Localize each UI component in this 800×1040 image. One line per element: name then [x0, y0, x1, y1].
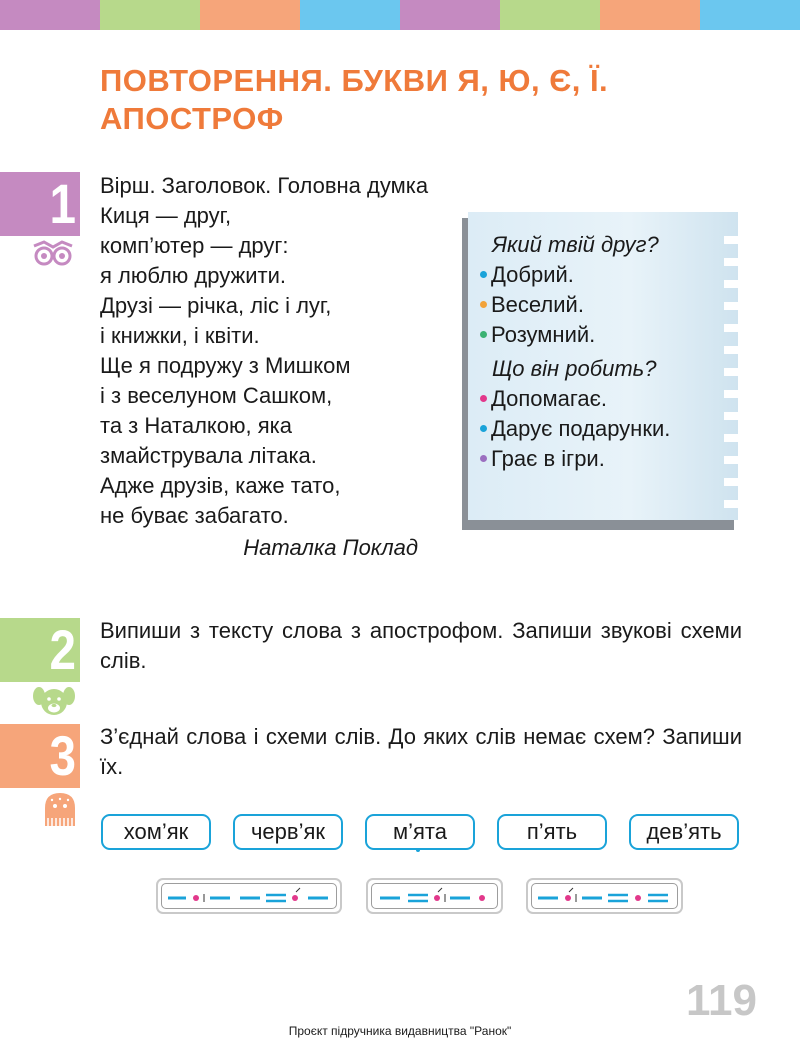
- scheme-symbols: [368, 880, 505, 916]
- footer-note: Проєкт підручника видавництва "Ранок": [288, 1024, 512, 1038]
- bullet-dot: [480, 395, 487, 402]
- note-answer: Грає в ігри.: [480, 444, 738, 474]
- hedgehog-icon: [42, 790, 78, 830]
- bullet-dot: [480, 331, 487, 338]
- poem-line: комп’ютер — друг:: [100, 233, 289, 258]
- exercise-2-text: Випиши з тексту слова з апострофом. Запиши звукові схеми слів.: [100, 618, 742, 673]
- owl-eyes-icon: [30, 240, 76, 266]
- exercise-number-1: 1: [0, 172, 80, 236]
- poem-line: змайструвала літака.: [100, 443, 317, 468]
- notepad-card: [468, 212, 738, 520]
- sound-scheme[interactable]: [526, 878, 683, 914]
- poem-line: і з веселуном Сашком,: [100, 383, 333, 408]
- poem-line: та з Наталкою, яка: [100, 413, 293, 438]
- page-title: [100, 62, 760, 138]
- stripe-segment: [200, 0, 300, 30]
- bullet-dot: [480, 455, 487, 462]
- stripe-segment: [700, 0, 800, 30]
- note-question: Що він робить?: [492, 356, 657, 381]
- poem-line: не буває забагато.: [100, 503, 289, 528]
- exercise-number-2: 2: [0, 618, 80, 682]
- scheme-symbols: [528, 880, 685, 916]
- poem-author: Наталка Поклад: [243, 535, 418, 560]
- stripe-segment: [0, 0, 100, 30]
- sound-scheme[interactable]: [366, 878, 503, 914]
- sound-scheme[interactable]: [156, 878, 342, 914]
- puppy-icon: [32, 684, 76, 718]
- word-card[interactable]: п’ять: [497, 814, 607, 850]
- note-answer: Розумний.: [480, 320, 738, 350]
- poem-line: Ще я подружу з Мишком: [100, 353, 351, 378]
- poem: [100, 201, 418, 563]
- exercise-3-text: З’єднай слова і схеми слів. До яких слів немає схем? Запиши їх.: [100, 724, 742, 779]
- poem-line: і книжки, і квіти.: [100, 323, 260, 348]
- bullet-dot: [480, 301, 487, 308]
- stripe-segment: [300, 0, 400, 30]
- title-line: АПОСТРОФ: [100, 101, 284, 136]
- word-card[interactable]: черв’як: [233, 814, 343, 850]
- note-question: Який твій друг?: [492, 232, 659, 257]
- notepad-binding: [724, 222, 738, 522]
- stripe-segment: [100, 0, 200, 30]
- word-card[interactable]: дев’ять: [629, 814, 739, 850]
- exercise-number-3: 3: [0, 724, 80, 788]
- title-line: ПОВТОРЕННЯ. БУКВИ Я, Ю, Є, Ї.: [100, 63, 609, 98]
- bullet-dot: [480, 425, 487, 432]
- note-answer: Веселий.: [480, 290, 738, 320]
- stripe-segment: [400, 0, 500, 30]
- stripe-segment: [500, 0, 600, 30]
- note-answer: Добрий.: [480, 260, 738, 290]
- word-card[interactable]: хом’як: [101, 814, 211, 850]
- poem-line: Друзі — річка, ліс і луг,: [100, 293, 332, 318]
- note-answer: Допомагає.: [480, 384, 738, 414]
- note-answer: Дарує подарунки.: [480, 414, 738, 444]
- poem-line: я люблю дружити.: [100, 263, 286, 288]
- color-stripe: [0, 0, 800, 30]
- stress-dot: [416, 848, 420, 852]
- page-number: 119: [686, 976, 757, 1025]
- bullet-dot: [480, 271, 487, 278]
- scheme-symbols: [158, 880, 344, 916]
- poem-line: Адже друзів, каже тато,: [100, 473, 341, 498]
- poem-line: Киця — друг,: [100, 203, 232, 228]
- exercise-heading: Вірш. Заголовок. Головна думка: [100, 173, 429, 198]
- word-card[interactable]: м’ята: [365, 814, 475, 850]
- stripe-segment: [600, 0, 700, 30]
